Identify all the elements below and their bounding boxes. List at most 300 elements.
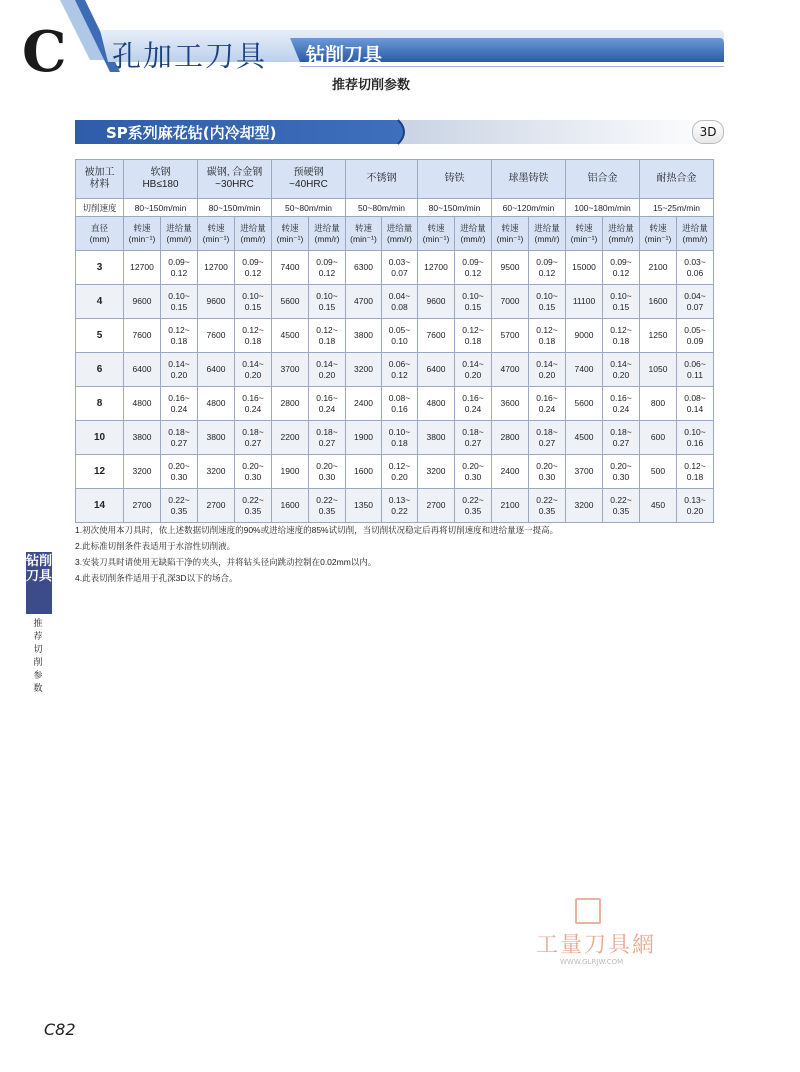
feed-cell xyxy=(161,421,198,455)
feed-cell xyxy=(677,251,714,285)
feed-max: 0.09 xyxy=(686,335,704,346)
material-name: 预硬钢 xyxy=(293,167,324,178)
feed-min: 0.12~ xyxy=(168,324,190,335)
page-subtitle: 推荐切削参数 xyxy=(332,78,411,93)
category-title: 孔加工刀具 xyxy=(112,39,268,73)
feed-max: 0.07 xyxy=(391,267,408,278)
feed-header xyxy=(382,217,418,251)
rpm-cell: 1250 xyxy=(640,319,677,353)
subcategory-title: 钻削刀具 xyxy=(306,44,383,66)
feed-min: 0.13~ xyxy=(684,494,706,505)
feed-min: 0.16~ xyxy=(536,392,558,403)
rpm-cell: 800 xyxy=(640,387,677,421)
rpm-label: 转速 xyxy=(501,222,519,233)
feed-min: 0.10~ xyxy=(242,290,264,301)
feed-min: 0.06~ xyxy=(684,358,706,369)
rpm-cell: 2100 xyxy=(492,489,529,523)
feed-cell xyxy=(309,421,346,455)
feed-cell xyxy=(529,387,566,421)
rpm-cell: 7400 xyxy=(566,353,603,387)
feed-min: 0.09~ xyxy=(462,256,484,267)
feed-max: 0.30 xyxy=(244,471,262,482)
feed-cell xyxy=(677,489,714,523)
material-header-cell xyxy=(272,160,346,199)
feed-cell xyxy=(603,489,640,523)
feed-label: 进给量 xyxy=(682,222,708,233)
feed-cell xyxy=(235,319,272,353)
page-number: C82 xyxy=(44,1020,76,1039)
feed-min: 0.10~ xyxy=(684,426,706,437)
rpm-cell: 1600 xyxy=(272,489,309,523)
feed-cell xyxy=(235,251,272,285)
feed-cell xyxy=(603,421,640,455)
feed-max: 0.11 xyxy=(687,369,703,380)
rpm-cell: 3200 xyxy=(346,353,382,387)
feed-header xyxy=(603,217,640,251)
feed-cell xyxy=(309,387,346,421)
feed-min: 0.18~ xyxy=(462,426,484,437)
feed-min: 0.20~ xyxy=(610,460,632,471)
feed-min: 0.09~ xyxy=(316,256,338,267)
feed-max: 0.30 xyxy=(170,471,188,482)
feed-max: 0.18 xyxy=(538,335,556,346)
rpm-header xyxy=(418,217,455,251)
rpm-unit: (min⁻¹) xyxy=(276,233,304,244)
rpm-label: 转速 xyxy=(354,222,372,233)
watermark-url: WWW.GLRJW.COM xyxy=(560,958,624,966)
rpm-header xyxy=(272,217,309,251)
cutting-speed-row xyxy=(76,199,714,217)
cutting-speed-cell: 60~120m/min xyxy=(492,199,566,217)
feed-max: 0.20 xyxy=(391,471,408,482)
feed-min: 0.14~ xyxy=(316,358,338,369)
diameter-cell: 5 xyxy=(76,319,124,353)
feed-max: 0.07 xyxy=(686,301,704,312)
feed-max: 0.35 xyxy=(612,505,630,516)
feed-cell xyxy=(382,489,418,523)
feed-min: 0.12~ xyxy=(242,324,264,335)
rpm-cell: 1900 xyxy=(272,455,309,489)
feed-cell xyxy=(603,387,640,421)
corner-label-2: 材料 xyxy=(89,179,110,190)
feed-max: 0.20 xyxy=(244,369,262,380)
rpm-cell: 9600 xyxy=(124,285,161,319)
feed-min: 0.12~ xyxy=(610,324,632,335)
rpm-label: 转速 xyxy=(281,222,299,233)
feed-cell xyxy=(455,421,492,455)
feed-label: 进给量 xyxy=(534,222,560,233)
feed-cell xyxy=(309,455,346,489)
side-section-tab: 钻削刀具 xyxy=(26,552,52,614)
rpm-cell: 4500 xyxy=(272,319,309,353)
feed-min: 0.16~ xyxy=(316,392,338,403)
feed-max: 0.24 xyxy=(170,403,188,414)
note-item: 4.此表切削条件适用于孔深3D以下的场合。 xyxy=(75,573,238,583)
feed-min: 0.12~ xyxy=(536,324,558,335)
rpm-cell: 6400 xyxy=(198,353,235,387)
feed-cell xyxy=(309,319,346,353)
feed-cell xyxy=(677,353,714,387)
diameter-cell: 12 xyxy=(76,455,124,489)
feed-cell xyxy=(161,455,198,489)
notes-list xyxy=(75,522,558,586)
depth-badge: 3D xyxy=(692,120,724,144)
feed-max: 0.35 xyxy=(464,505,482,516)
rpm-cell: 600 xyxy=(640,421,677,455)
feed-min: 0.14~ xyxy=(610,358,632,369)
feed-max: 0.14 xyxy=(686,403,704,414)
feed-max: 0.12 xyxy=(318,267,336,278)
rpm-cell: 9000 xyxy=(566,319,603,353)
feed-cell xyxy=(455,455,492,489)
rpm-cell: 1900 xyxy=(346,421,382,455)
rpm-cell: 5600 xyxy=(566,387,603,421)
feed-max: 0.30 xyxy=(464,471,482,482)
cutting-speed-cell: 80~150m/min xyxy=(124,199,198,217)
feed-cell xyxy=(382,285,418,319)
feed-cell xyxy=(235,421,272,455)
feed-max: 0.24 xyxy=(244,403,262,414)
material-name: 碳钢, 合金钢 xyxy=(206,167,263,178)
feed-label: 进给量 xyxy=(240,222,266,233)
material-name: 耐热合金 xyxy=(656,173,697,184)
feed-max: 0.15 xyxy=(170,301,188,312)
feed-cell xyxy=(529,285,566,319)
feed-max: 0.15 xyxy=(318,301,336,312)
material-hardness: ~40HRC xyxy=(289,179,328,190)
rpm-cell: 4800 xyxy=(418,387,455,421)
feed-max: 0.20 xyxy=(464,369,482,380)
rpm-cell: 2700 xyxy=(124,489,161,523)
feed-cell xyxy=(161,285,198,319)
feed-cell xyxy=(455,489,492,523)
feed-unit: (mm/r) xyxy=(314,233,340,244)
feed-cell xyxy=(455,353,492,387)
feed-max: 0.20 xyxy=(538,369,556,380)
feed-max: 0.35 xyxy=(244,505,262,516)
rpm-cell: 5600 xyxy=(272,285,309,319)
feed-max: 0.08 xyxy=(391,301,408,312)
material-header-cell xyxy=(566,160,640,199)
feed-max: 0.20 xyxy=(318,369,336,380)
feed-cell xyxy=(603,455,640,489)
feed-min: 0.06~ xyxy=(388,358,411,369)
feed-unit: (mm/r) xyxy=(240,233,266,244)
feed-min: 0.10~ xyxy=(610,290,632,301)
watermark-logo-icon xyxy=(575,898,601,924)
table-row xyxy=(76,251,714,285)
cutting-speed-label: 切削速度 xyxy=(76,199,124,217)
rpm-cell: 9600 xyxy=(418,285,455,319)
rpm-header xyxy=(566,217,603,251)
note-item: 3.安装刀具时请使用无缺陷干净的夹头，并将钻头径向跳动控制在0.02mm以内。 xyxy=(75,557,377,567)
section-title: SP系列麻花钻(内冷却型) xyxy=(106,124,277,142)
diameter-cell: 14 xyxy=(76,489,124,523)
feed-cell xyxy=(455,319,492,353)
rpm-cell: 6400 xyxy=(124,353,161,387)
feed-cell xyxy=(161,319,198,353)
feed-min: 0.14~ xyxy=(536,358,558,369)
rpm-cell: 3800 xyxy=(346,319,382,353)
feed-min: 0.08~ xyxy=(388,392,411,403)
feed-min: 0.16~ xyxy=(610,392,632,403)
rpm-cell: 3200 xyxy=(198,455,235,489)
feed-cell xyxy=(382,319,418,353)
rpm-cell: 7400 xyxy=(272,251,309,285)
feed-max: 0.27 xyxy=(538,437,556,448)
feed-min: 0.20~ xyxy=(462,460,484,471)
rpm-header xyxy=(640,217,677,251)
rpm-cell: 2200 xyxy=(272,421,309,455)
rpm-cell: 3800 xyxy=(418,421,455,455)
rpm-cell: 12700 xyxy=(124,251,161,285)
table-row xyxy=(76,353,714,387)
feed-unit: (mm/r) xyxy=(386,233,412,244)
feed-cell xyxy=(529,251,566,285)
feed-min: 0.10~ xyxy=(316,290,338,301)
feed-cell xyxy=(382,455,418,489)
feed-cell xyxy=(161,353,198,387)
feed-max: 0.22 xyxy=(391,505,408,516)
feed-min: 0.12~ xyxy=(388,460,411,471)
feed-cell xyxy=(603,353,640,387)
feed-cell xyxy=(309,489,346,523)
feed-header xyxy=(161,217,198,251)
rpm-cell: 1350 xyxy=(346,489,382,523)
rpm-cell: 450 xyxy=(640,489,677,523)
feed-cell xyxy=(529,489,566,523)
feed-min: 0.18~ xyxy=(536,426,558,437)
rpm-cell: 2100 xyxy=(640,251,677,285)
rpm-cell: 9500 xyxy=(492,251,529,285)
feed-label: 进给量 xyxy=(314,222,340,233)
rpm-cell: 6400 xyxy=(418,353,455,387)
feed-cell xyxy=(677,285,714,319)
feed-min: 0.16~ xyxy=(242,392,264,403)
feed-cell xyxy=(677,319,714,353)
rpm-cell: 4700 xyxy=(492,353,529,387)
rpm-label: 转速 xyxy=(427,222,445,233)
feed-max: 0.24 xyxy=(464,403,482,414)
material-corner-cell xyxy=(76,160,124,199)
feed-min: 0.14~ xyxy=(242,358,264,369)
feed-min: 0.22~ xyxy=(610,494,632,505)
material-header-cell xyxy=(418,160,492,199)
feed-unit: (mm/r) xyxy=(166,233,192,244)
feed-cell xyxy=(235,387,272,421)
feed-max: 0.30 xyxy=(318,471,336,482)
feed-min: 0.16~ xyxy=(462,392,484,403)
rpm-cell: 3600 xyxy=(492,387,529,421)
feed-min: 0.22~ xyxy=(462,494,484,505)
feed-min: 0.22~ xyxy=(242,494,264,505)
material-header-row xyxy=(76,160,714,199)
table-row xyxy=(76,421,714,455)
rpm-unit: (min⁻¹) xyxy=(570,233,598,244)
feed-min: 0.14~ xyxy=(168,358,190,369)
feed-min: 0.12~ xyxy=(316,324,338,335)
corner-label-1: 被加工 xyxy=(84,167,115,178)
feed-max: 0.18 xyxy=(391,437,408,448)
feed-unit: (mm/r) xyxy=(682,233,708,244)
feed-header xyxy=(455,217,492,251)
rpm-cell: 7600 xyxy=(198,319,235,353)
cutting-speed-cell: 100~180m/min xyxy=(566,199,640,217)
rpm-cell: 1600 xyxy=(640,285,677,319)
rpm-cell: 2400 xyxy=(346,387,382,421)
feed-min: 0.08~ xyxy=(684,392,706,403)
feed-max: 0.18 xyxy=(612,335,630,346)
rpm-cell: 3700 xyxy=(566,455,603,489)
rpm-cell: 3200 xyxy=(566,489,603,523)
rpm-cell: 3800 xyxy=(198,421,235,455)
rpm-header xyxy=(124,217,161,251)
feed-min: 0.10~ xyxy=(462,290,484,301)
feed-cell xyxy=(529,455,566,489)
feed-cell xyxy=(603,251,640,285)
feed-cell xyxy=(235,353,272,387)
feed-cell xyxy=(161,489,198,523)
material-name: 铸铁 xyxy=(444,173,465,184)
feed-max: 0.15 xyxy=(612,301,630,312)
feed-cell xyxy=(603,285,640,319)
feed-min: 0.20~ xyxy=(536,460,558,471)
material-name: 不锈钢 xyxy=(366,173,397,184)
feed-min: 0.10~ xyxy=(168,290,190,301)
rpm-cell: 15000 xyxy=(566,251,603,285)
diameter-cell: 8 xyxy=(76,387,124,421)
feed-max: 0.18 xyxy=(244,335,262,346)
feed-min: 0.09~ xyxy=(536,256,558,267)
rpm-unit: (min⁻¹) xyxy=(644,233,672,244)
feed-min: 0.22~ xyxy=(536,494,558,505)
rpm-cell: 2800 xyxy=(492,421,529,455)
material-header-cell xyxy=(124,160,198,199)
material-name: 球墨铸铁 xyxy=(508,173,549,184)
feed-max: 0.18 xyxy=(464,335,482,346)
feed-min: 0.20~ xyxy=(168,460,190,471)
feed-max: 0.20 xyxy=(686,505,704,516)
feed-cell xyxy=(382,353,418,387)
feed-max: 0.18 xyxy=(686,471,704,482)
rpm-unit: (min⁻¹) xyxy=(422,233,450,244)
feed-min: 0.04~ xyxy=(684,290,706,301)
watermark-text: 工量刀具網 xyxy=(536,933,657,958)
chapter-letter: C xyxy=(22,19,67,85)
rpm-cell: 11100 xyxy=(566,285,603,319)
rpm-cell: 4500 xyxy=(566,421,603,455)
feed-max: 0.27 xyxy=(318,437,336,448)
feed-max: 0.15 xyxy=(244,301,262,312)
rpm-header xyxy=(492,217,529,251)
material-name: 铝合金 xyxy=(587,173,618,184)
feed-unit: (mm/r) xyxy=(534,233,560,244)
feed-max: 0.15 xyxy=(464,301,482,312)
feed-label: 进给量 xyxy=(386,222,413,233)
rpm-label: 转速 xyxy=(133,222,151,233)
cutting-speed-cell: 80~150m/min xyxy=(418,199,492,217)
rpm-cell: 3200 xyxy=(124,455,161,489)
table-row xyxy=(76,387,714,421)
rpm-unit: (min⁻¹) xyxy=(202,233,230,244)
diameter-label: 直径 xyxy=(90,222,108,233)
rpm-cell: 1050 xyxy=(640,353,677,387)
diameter-cell: 3 xyxy=(76,251,124,285)
material-hardness: ~30HRC xyxy=(215,179,254,190)
feed-min: 0.18~ xyxy=(610,426,632,437)
table-row xyxy=(76,319,714,353)
feed-cell xyxy=(677,421,714,455)
feed-unit: (mm/r) xyxy=(608,233,634,244)
material-header-cell xyxy=(198,160,272,199)
feed-min: 0.22~ xyxy=(316,494,338,505)
rpm-label: 转速 xyxy=(207,222,225,233)
cutting-speed-cell: 50~80m/min xyxy=(346,199,418,217)
feed-min: 0.05~ xyxy=(388,324,411,335)
feed-min: 0.18~ xyxy=(316,426,338,437)
diameter-cell: 6 xyxy=(76,353,124,387)
feed-cell xyxy=(529,353,566,387)
side-section-text: 推荐切削参数 xyxy=(33,619,43,694)
feed-max: 0.12 xyxy=(170,267,188,278)
feed-max: 0.15 xyxy=(538,301,556,312)
rpm-cell: 1600 xyxy=(346,455,382,489)
material-name: 软钢 xyxy=(150,167,171,178)
feed-max: 0.30 xyxy=(538,471,556,482)
cutting-speed-cell: 50~80m/min xyxy=(272,199,346,217)
feed-min: 0.09~ xyxy=(610,256,632,267)
diameter-header xyxy=(76,217,124,251)
feed-max: 0.12 xyxy=(612,267,630,278)
rpm-cell: 500 xyxy=(640,455,677,489)
feed-label: 进给量 xyxy=(166,222,192,233)
feed-max: 0.10 xyxy=(391,335,408,346)
feed-header xyxy=(677,217,714,251)
material-header-cell xyxy=(640,160,714,199)
feed-max: 0.12 xyxy=(244,267,262,278)
feed-cell xyxy=(603,319,640,353)
rpm-label: 转速 xyxy=(649,222,667,233)
rpm-label: 转速 xyxy=(575,222,593,233)
rpm-cell: 12700 xyxy=(198,251,235,285)
feed-max: 0.24 xyxy=(538,403,556,414)
feed-min: 0.16~ xyxy=(168,392,190,403)
feed-min: 0.10~ xyxy=(388,426,411,437)
material-hardness: HB≤180 xyxy=(142,179,179,190)
feed-header xyxy=(529,217,566,251)
feed-cell xyxy=(382,387,418,421)
rpm-header xyxy=(198,217,235,251)
feed-cell xyxy=(455,251,492,285)
feed-min: 0.12~ xyxy=(462,324,484,335)
rpm-unit: (min⁻¹) xyxy=(128,233,156,244)
feed-min: 0.03~ xyxy=(684,256,706,267)
feed-min: 0.12~ xyxy=(684,460,706,471)
rpm-cell: 2700 xyxy=(198,489,235,523)
feed-max: 0.27 xyxy=(612,437,630,448)
feed-cell xyxy=(161,387,198,421)
feed-max: 0.12 xyxy=(464,267,482,278)
rpm-cell: 2400 xyxy=(492,455,529,489)
diameter-cell: 4 xyxy=(76,285,124,319)
note-item: 1.初次使用本刀具时，依上述数据切削速度的90%或进给速度的85%试切削，当切削状况稳定后再将切削速度和进给量逐一提高。 xyxy=(75,525,559,535)
feed-unit: (mm/r) xyxy=(460,233,486,244)
rpm-cell: 6300 xyxy=(346,251,382,285)
feed-min: 0.04~ xyxy=(388,290,411,301)
feed-max: 0.27 xyxy=(464,437,482,448)
feed-label: 进给量 xyxy=(460,222,486,233)
feed-max: 0.35 xyxy=(170,505,188,516)
